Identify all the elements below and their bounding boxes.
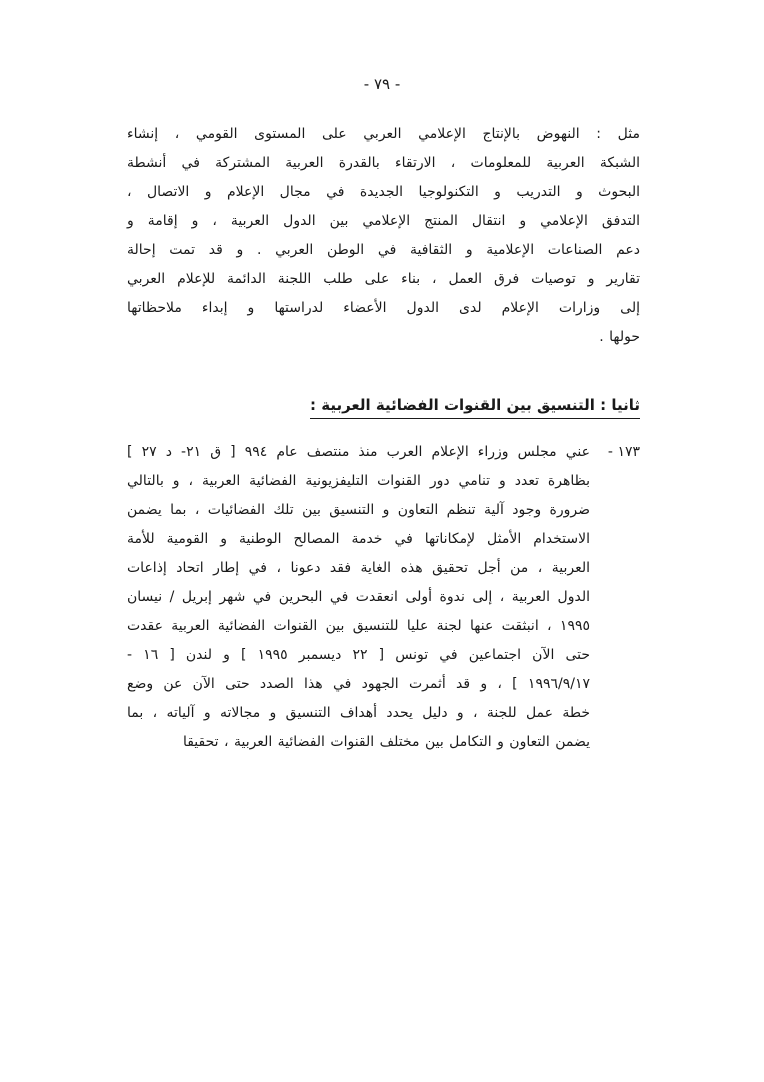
text-line: الاستخدام الأمثل لإمكاناتها في خدمة المصالح الوطنية و القومية للأمة	[127, 531, 590, 547]
intro-paragraph	[127, 120, 640, 352]
text-line: التدفق الإعلامي و انتقال المنتج الإعلامي بين الدول العربية ، و إقامة و	[127, 213, 640, 229]
text-line: ١٩٩٥ ، انبثقت عنها لجنة عليا للتنسيق بين القنوات الفضائية العربية عقدت	[127, 618, 590, 634]
numbered-item-173	[127, 438, 640, 757]
text-line: عني مجلس وزراء الإعلام العرب منذ منتصف عام ٩٩٤ [ ق ٢١- د ٢٧ ]	[127, 444, 590, 460]
text-line: الشبكة العربية للمعلومات ، الارتقاء بالقدرة العربية المشتركة في أنشطة	[127, 155, 640, 171]
text-line: العربية ، من أجل تحقيق هذه الغاية فقد دعونا ، في إطار اتحاد إذاعات	[127, 560, 590, 576]
text-line: بظاهرة تعدد و تنامي دور القنوات التليفزيونية الفضائية العربية ، و بالتالي	[127, 473, 590, 489]
text-line: مثل : النهوض بالإنتاج الإعلامي العربي على المستوى القومي ، إنشاء	[127, 126, 640, 142]
text-line: إلى وزارات الإعلام لدى الدول الأعضاء لدراستها و إبداء ملاحظاتها	[127, 300, 640, 316]
item-number: ١٧٣ -	[607, 444, 640, 460]
item-paragraph	[127, 438, 590, 757]
section-heading	[127, 390, 640, 420]
section-heading-text: ثانيا : التنسيق بين القنوات الفضائية العربية :	[310, 396, 640, 419]
text-line: ضرورة وجود آلية تنظم التعاون و التنسيق بين تلك الفضائيات ، بما يضمن	[127, 502, 590, 518]
page-number: - ٧٩ -	[363, 75, 401, 93]
text-line: دعم الصناعات الإعلامية و الثقافية في الوطن العربي . و قد تمت إحالة	[127, 242, 640, 258]
text-line: تقارير و توصيات فرق العمل ، بناء على طلب اللجنة الدائمة للإعلام العربي	[127, 271, 640, 287]
text-line: حتى الآن اجتماعين في تونس [ ٢٢ ديسمبر ١٩٩٥ ] و لندن [ ١٦ -	[127, 647, 590, 663]
text-line: حولها .	[599, 329, 640, 345]
text-line: الدول العربية ، إلى ندوة أولى انعقدت في البحرين في شهر إبريل / نيسان	[127, 589, 590, 605]
text-line: خطة عمل للجنة ، و دليل يحدد أهداف التنسيق و مجالاته و آلياته ، بما	[127, 705, 590, 721]
text-line: يضمن التعاون و التكامل بين مختلف القنوات الفضائية العربية ، تحقيقا	[182, 734, 590, 750]
text-line: البحوث و التدريب و التكنولوجيا الجديدة في مجال الإعلام و الاتصال ،	[127, 184, 640, 200]
page-content	[127, 120, 640, 757]
text-line: ١٩٩٦/٩/١٧ ] ، و قد أثمرت الجهود في هذا الصدد حتى الآن عن وضع	[127, 676, 590, 692]
